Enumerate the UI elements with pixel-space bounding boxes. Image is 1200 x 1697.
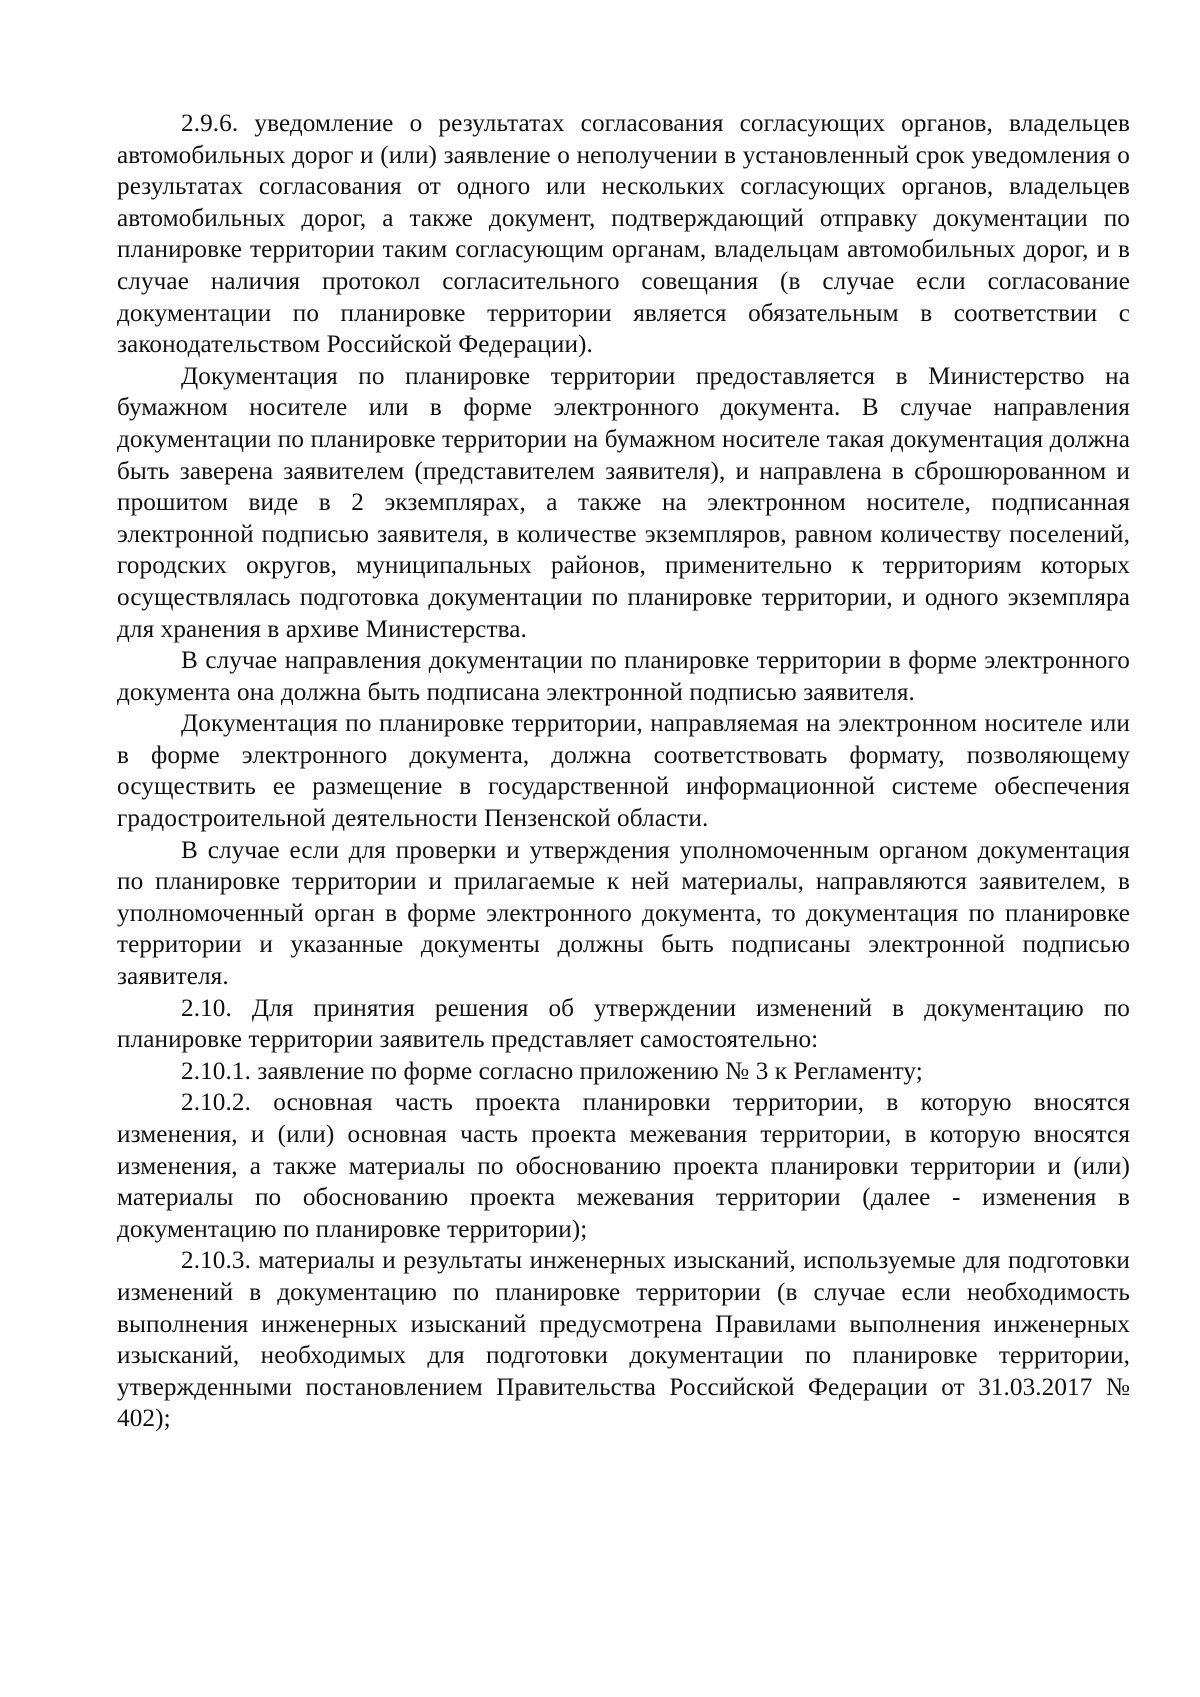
- document-body: [117, 108, 1130, 1435]
- paragraph-electronic-signature: В случае направления документации по планировке территории в форме электронного документа она должна быть подписана электронной подписью заявителя.: [117, 647, 1130, 706]
- paragraph-2-10: 2.10. Для принятия решения об утверждении изменений в документацию по планировке территории заявитель представляет самостоятельно:: [117, 994, 1130, 1054]
- paragraph-2-9-6: 2.9.6. уведомление о результатах согласования согласующих органов, владельцев автомобильных дорог и (или) заявление о неполучении в установленный срок уведомления о результатах согласования от одного или нескольких согласующих органов, владельцев автомобильных дорог, а также документ, подтверждающий отправку документации по планировке территории таким согласующим органам, владельцам автомобильных дорог, и в случае наличия протокол согласительного совещания (в случае если согласование документации по планировке территории является обязательным в соответствии с законодательством Российской Федерации).: [117, 110, 1130, 359]
- paragraph-2-10-1: 2.10.1. заявление по форме согласно приложению № 3 к Регламенту;: [181, 1057, 923, 1085]
- paragraph-2-10-3: 2.10.3. материалы и результаты инженерных изысканий, используемые для подготовки изменений в документацию по планировке территории (в случае если необходимость выполнения инженерных изысканий предусмотрена Правилами выполнения инженерных изысканий, необходимых для подготовки документации по планировке территории, утвержденными постановлением Правительства Российской Федерации от 31.03.2017 № 402);: [117, 1247, 1130, 1433]
- paragraph-authorized-body: В случае если для проверки и утверждения уполномоченным органом документация по планировке территории и прилагаемые к ней материалы, направляются заявителем, в уполномоченный орган в форме электронного документа, то документация по планировке территории и указанные документы должны быть подписаны электронной подписью заявителя.: [117, 836, 1130, 991]
- paragraph-submission-format: Документация по планировке территории предоставляется в Министерство на бумажном носителе или в форме электронного документа. В случае направления документации по планировке территории на бумажном носителе такая документация должна быть заверена заявителем (представителем заявителя), и направлена в сброшюрованном и прошитом виде в 2 экземплярах, а также на электронном носителе, подписанная электронной подписью заявителя, в количестве экземпляров, равном количеству поселений, городских округов, муниципальных районов, применительно к территориям которых осуществлялась подготовка документации по планировке территории, и одного экземпляра для хранения в архиве Министерства.: [117, 362, 1130, 643]
- paragraph-2-10-2: 2.10.2. основная часть проекта планировки территории, в которую вносятся изменения, и (или) основная часть проекта межевания территории, в которую вносятся изменения, а также материалы по обоснованию проекта планировки территории и (или) материалы по обоснованию проекта межевания территории (далее - изменения в документацию по планировке территории);: [117, 1089, 1130, 1243]
- paragraph-electronic-format: Документация по планировке территории, направляемая на электронном носителе или в форме электронного документа, должна соответствовать формату, позволяющему осуществить ее размещение в государственной информационной системе обеспечения градостроительной деятельности Пензенской области.: [117, 710, 1130, 833]
